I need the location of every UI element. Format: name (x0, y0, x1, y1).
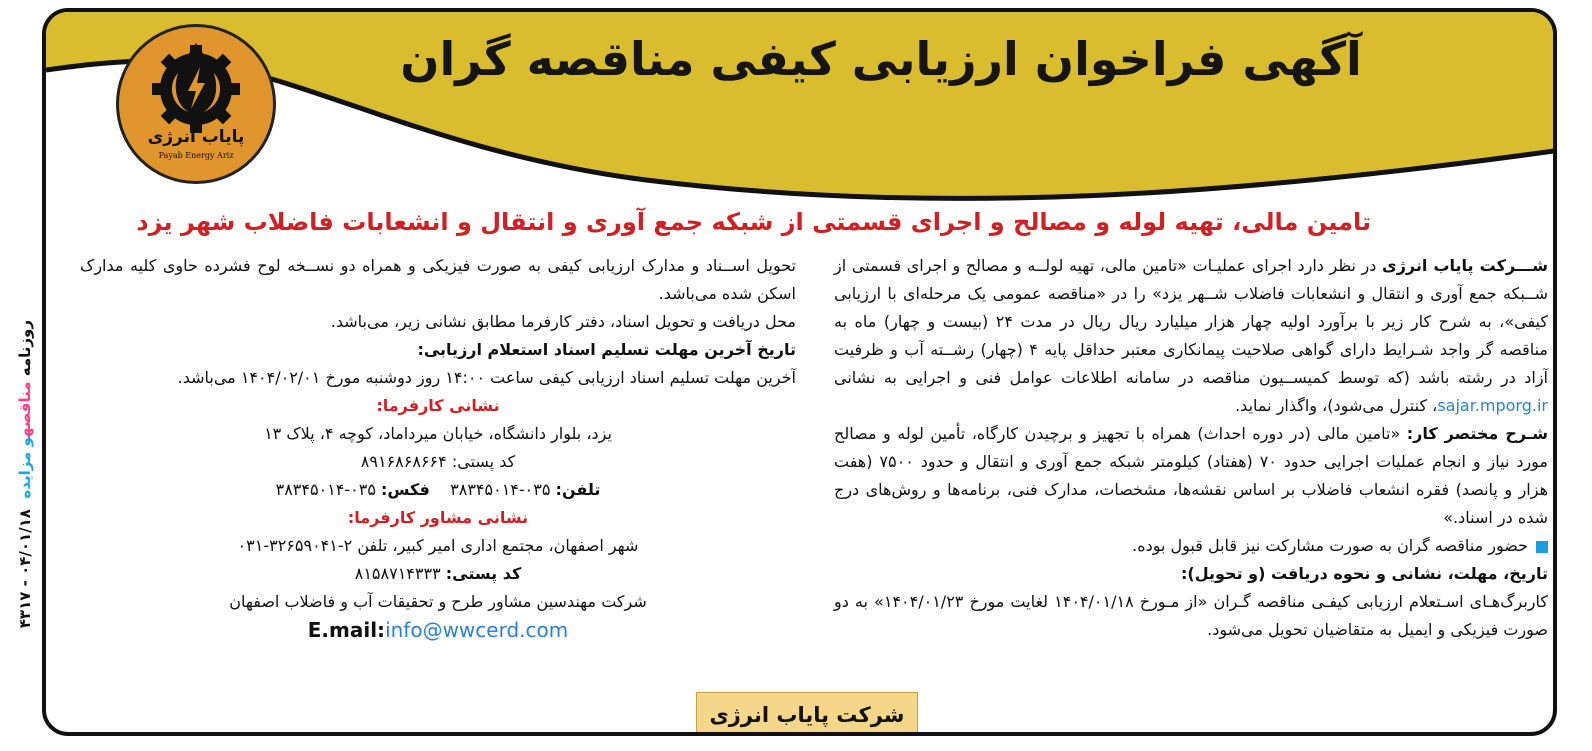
square-bullet-icon (1536, 541, 1548, 553)
phone-number: ۰۳۵-۳۸۳۴۵۰۱۴ (450, 480, 551, 499)
description-paragraph: شـرح مختصر کار: «تامین مالی (در دوره احداث) همراه با تجهیز و برچیدن کارگاه، تأمین لوله و مصالح مورد نیاز و انجام عملیات اجرایی حدود ۷۰ (هفتاد) کیلومتر شبکه جمع آوری و انتقال و حدود ۷۵۰۰ (هفت هزار و پانصد) فقره انشعاب فاضلاب بر اساس نقشه‌ها، مشخصات، مدارک فنی، برنامه‌ها و روش‌های درج شده در اسناد.» (834, 424, 1549, 527)
company-name: شـــرکت پایاب انرژی (1382, 256, 1549, 275)
employer-postal-code: کد پستی: ۸۹۱۶۸۶۸۶۶۴ (360, 452, 516, 471)
right-column (834, 252, 1548, 644)
fax-number: ۰۳۵-۳۸۳۴۵۰۱۴ (275, 480, 376, 499)
bullet-item: حضور مناقصه گران به صورت مشارکت نیز قابل قبول بوده. (834, 532, 1548, 560)
employer-heading: نشانی کارفرما: (376, 396, 500, 415)
deadline-paragraph: آخرین مهلت تسلیم اسناد ارزیابی کیفی ساعت ۱۴:۰۰ روز دوشنبه مورخ ۱۴۰۴/۰۲/۰۱ می‌باشد. (177, 368, 796, 387)
issue-number: ۰۴/۰۱/۱۸ - ۴۳۱۷ (16, 509, 34, 629)
intro-paragraph: شـــرکت پایاب انرژی در نظر دارد اجرای عملیـات «تامین مالی، تهیه لولــه و مصالح و اجرای قسمتی از شــبکه جمع آوری و انتقال و انشعابات فاضلاب شــهر یزد» را در «مناقصه عمومی یک مرحله‌ای با ارزیابی کیفی»، به شرح کار زیر با برآورد اولیه چهار هزار میلیارد ریال ریال در مدت ۲۴ (بیست و چهار) ماه به مناقصه گر واجد شـرایط دارای گواهی صلاحیت پیمانکاری معتبر حداقل پایه ۴ (چهار) رشــته آب و ظرفیت آزاد در رشته باشد (که توسط کمیســیون مناقصه در سامانه اطلاعات عوامل فنی و اجرایی به نشانی sajar.mporg.ir، کنترل می‌شود)، واگذار نماید. (834, 256, 1549, 415)
delivery-paragraph: تحویل اســناد و مدارک ارزیابی کیفی به صورت فیزیکی و همراه دو نســخه لوح فشرده حاوی کلیه مدارک اسکن شده می‌باشد. (80, 256, 796, 303)
side-margin (0, 0, 42, 751)
page-title: آگهی فراخوان ارزیابی کیفی مناقصه گران (400, 32, 1362, 86)
email-line: E.mail:info@wwcerd.com (307, 618, 569, 642)
newspaper-info: روزنامه مناقصهو مزایده ۰۴/۰۱/۱۸ - ۴۳۱۷ (16, 320, 34, 629)
consultant-address: شهر اصفهان، مجتمع اداری امیر کبیر، تلفن ۲-۳۲۶۵۹۰۴۱-۰۳۱ (237, 536, 639, 555)
website-link[interactable]: sajar.mporg.ir (1437, 396, 1548, 415)
email-link[interactable]: info@wwcerd.com (385, 618, 569, 642)
deadline-heading: تاریخ آخرین مهلت تسلیم اسناد استعلام ارزیابی: (417, 340, 796, 359)
consultant-name: شرکت مهندسین مشاور طرح و تحقیقات آب و فاضلاب اصفهان (229, 592, 647, 611)
employer-address: یزد، بلوار دانشگاه، خیابان میرداماد، کوچه ۴، پلاک ۱۳ (264, 424, 612, 443)
place-paragraph: محل دریافت و تحویل اسناد، دفتر کارفرما مطابق نشانی زیر، می‌باشد. (330, 312, 796, 331)
dates-heading: تاریخ، مهلت، نشانی و نحوه دریافت (و تحویل): (1181, 564, 1548, 583)
newspaper-name: مناقصه (16, 381, 34, 438)
employer-contact: تلفن: ۰۳۵-۳۸۳۴۵۰۱۴ فکس: ۰۳۵-۳۸۳۴۵۰۱۴ (275, 480, 601, 499)
company-logo (116, 24, 276, 184)
consultant-heading: نشانی مشاور کارفرما: (347, 508, 529, 527)
left-column (80, 252, 796, 646)
project-subtitle: تامین مالی، تهیه لوله و مصالح و اجرای قسمتی از شبکه جمع آوری و انتقال و انشعابات فاضلاب شهر یزد (136, 208, 1371, 236)
ad-frame (42, 8, 1557, 736)
dates-paragraph: کاربرگ‌هـای اسـتعلام ارزیابی کیفـی مناقصه گـران «از مـورخ ۱۴۰۴/۰۱/۱۸ لغایت مورخ ۱۴۰۴/۰۱/۲۳» به دو صورت فیزیکی و ایمیل به متقاضیان تحویل می‌شود. (834, 592, 1549, 639)
company-footer-tag: شرکت پایاب انرژی (696, 692, 918, 736)
logo-text-en: Payab Energy Ariz (158, 151, 234, 160)
description-heading: شـرح مختصر کار: (1406, 424, 1549, 443)
logo-text-fa: پایاب انرژی (147, 127, 245, 147)
consultant-postal-code: کد پستی: ۸۱۵۸۷۱۴۳۳۳ (354, 564, 522, 583)
